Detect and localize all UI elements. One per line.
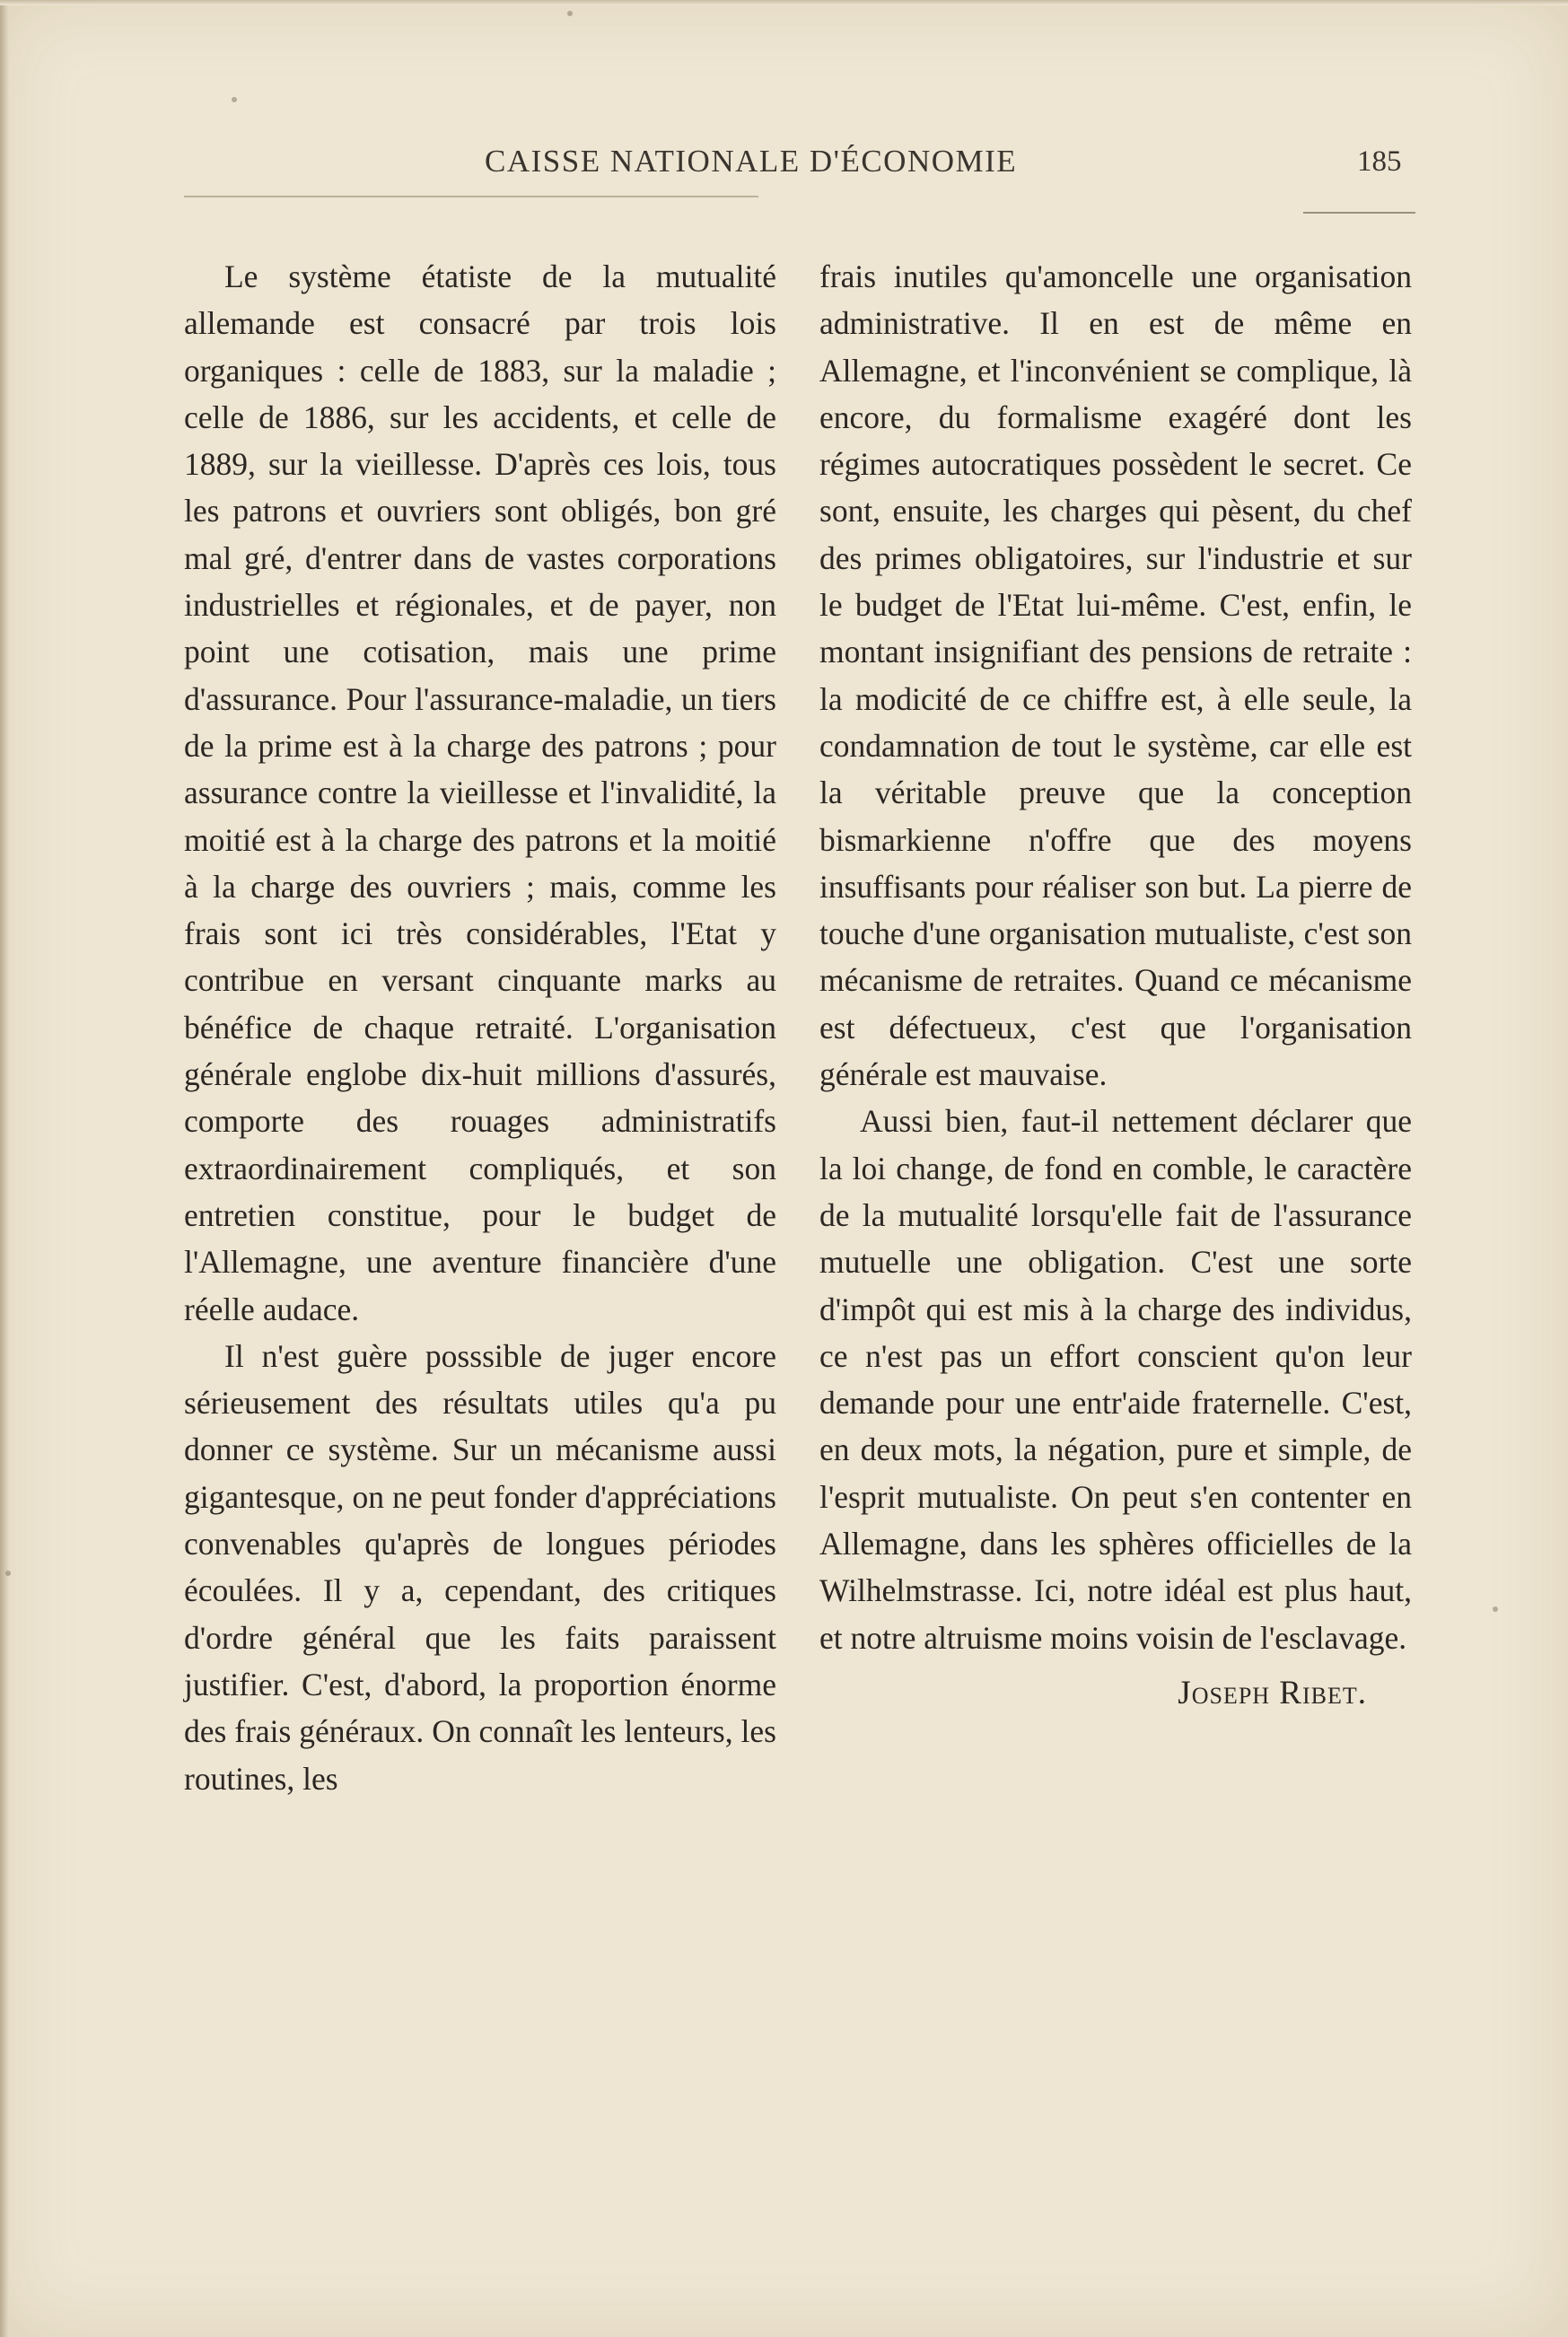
header-rule-short [1303, 212, 1415, 214]
paper-speck [5, 1571, 11, 1576]
page-binding-shadow [0, 0, 9, 2337]
left-column [184, 253, 776, 1802]
paper-speck [1493, 1606, 1498, 1612]
page-top-shadow [0, 0, 1568, 5]
header-rule [184, 196, 758, 197]
right-column [819, 253, 1412, 1717]
paragraph: Aussi bien, faut-il nettement déclarer que la loi change, de fond en comble, le caractère de la mutualité lorsqu'elle fait de l'assurance mutuelle une obligation. C'est une sorte d'impôt qui est mis à la charge des individus, ce n'est pas un effort conscient qu'on leur demande pour une entr'aide fraternelle. C'est, en deux mots, la négation, pure et simple, de l'esprit mutualiste. On peut s'en contenter en Allemagne, dans les sphères officielles de la Wilhelmstrasse. Ici, notre idéal est plus haut, et notre altruisme moins voisin de l'esclavage. [819, 1103, 1412, 1656]
paragraph: Il n'est guère posssible de juger encore sérieusement des résultats utiles qu'a pu donner ce système. Sur un mécanisme aussi gigantesque, on ne peut fonder d'appréciations convenables qu'après de longues périodes écoulées. Il y a, cependant, des critiques d'ordre général que les faits paraissent justifier. C'est, d'abord, la proportion énorme des frais généraux. On connaît les lenteurs, les routines, les [184, 1337, 776, 1797]
page-number: 185 [1357, 145, 1402, 178]
author-signature: Joseph Ribet. [1178, 1674, 1367, 1711]
paper-speck [232, 97, 237, 102]
page-header [0, 135, 1568, 188]
paragraph-continuation: frais inutiles qu'amoncelle une organisation administrative. Il en est de même en Allemagne, et l'inconvénient se complique, là encore, du formalisme exagéré dont les régimes autocratiques possèdent le secret. Ce sont, ensuite, les charges qui pèsent, du chef des primes obligatoires, sur l'industrie et sur le budget de l'Etat lui-même. C'est, enfin, le montant insignifiant des pensions de retraite : la modicité de ce chiffre est, à elle seule, la condamnation de tout le système, car elle est la véritable preuve que la conception bismarkienne n'offre que des moyens insuffisants pour réaliser son but. La pierre de touche d'une organisation mutualiste, c'est son mécanisme de retraites. Quand ce mécanisme est défectueux, c'est que l'organisation générale est mauvaise. [819, 258, 1412, 1093]
running-title: CAISSE NATIONALE D'ÉCONOMIE [485, 144, 1018, 179]
paper-speck [567, 11, 573, 16]
paragraph: Le système étatiste de la mutualité allemande est consacré par trois lois organiques : celle de 1883, sur la maladie ; celle de 1886, sur les accidents, et celle de 1889, sur la vieillesse. D'après ces lois, tous les patrons et ouvriers sont obligés, bon gré mal gré, d'entrer dans de vastes corporations industrielles et régionales, et de payer, non point une cotisation, mais une prime d'assurance. Pour l'assurance-maladie, un tiers de la prime est à la charge des patrons ; pour assurance contre la vieillesse et l'invalidité, la moitié est à la charge des patrons et la moitié à la charge des ouvriers ; mais, comme les frais sont ici très considérables, l'Etat y contribue en versant cinquante marks au bénéfice de chaque retraité. L'organisation générale englobe dix-huit millions d'assurés, comporte des rouages administratifs extraordinairement compliqués, et son entretien constitue, pour le budget de l'Allemagne, une aventure financière d'une réelle audace. [184, 258, 776, 1327]
